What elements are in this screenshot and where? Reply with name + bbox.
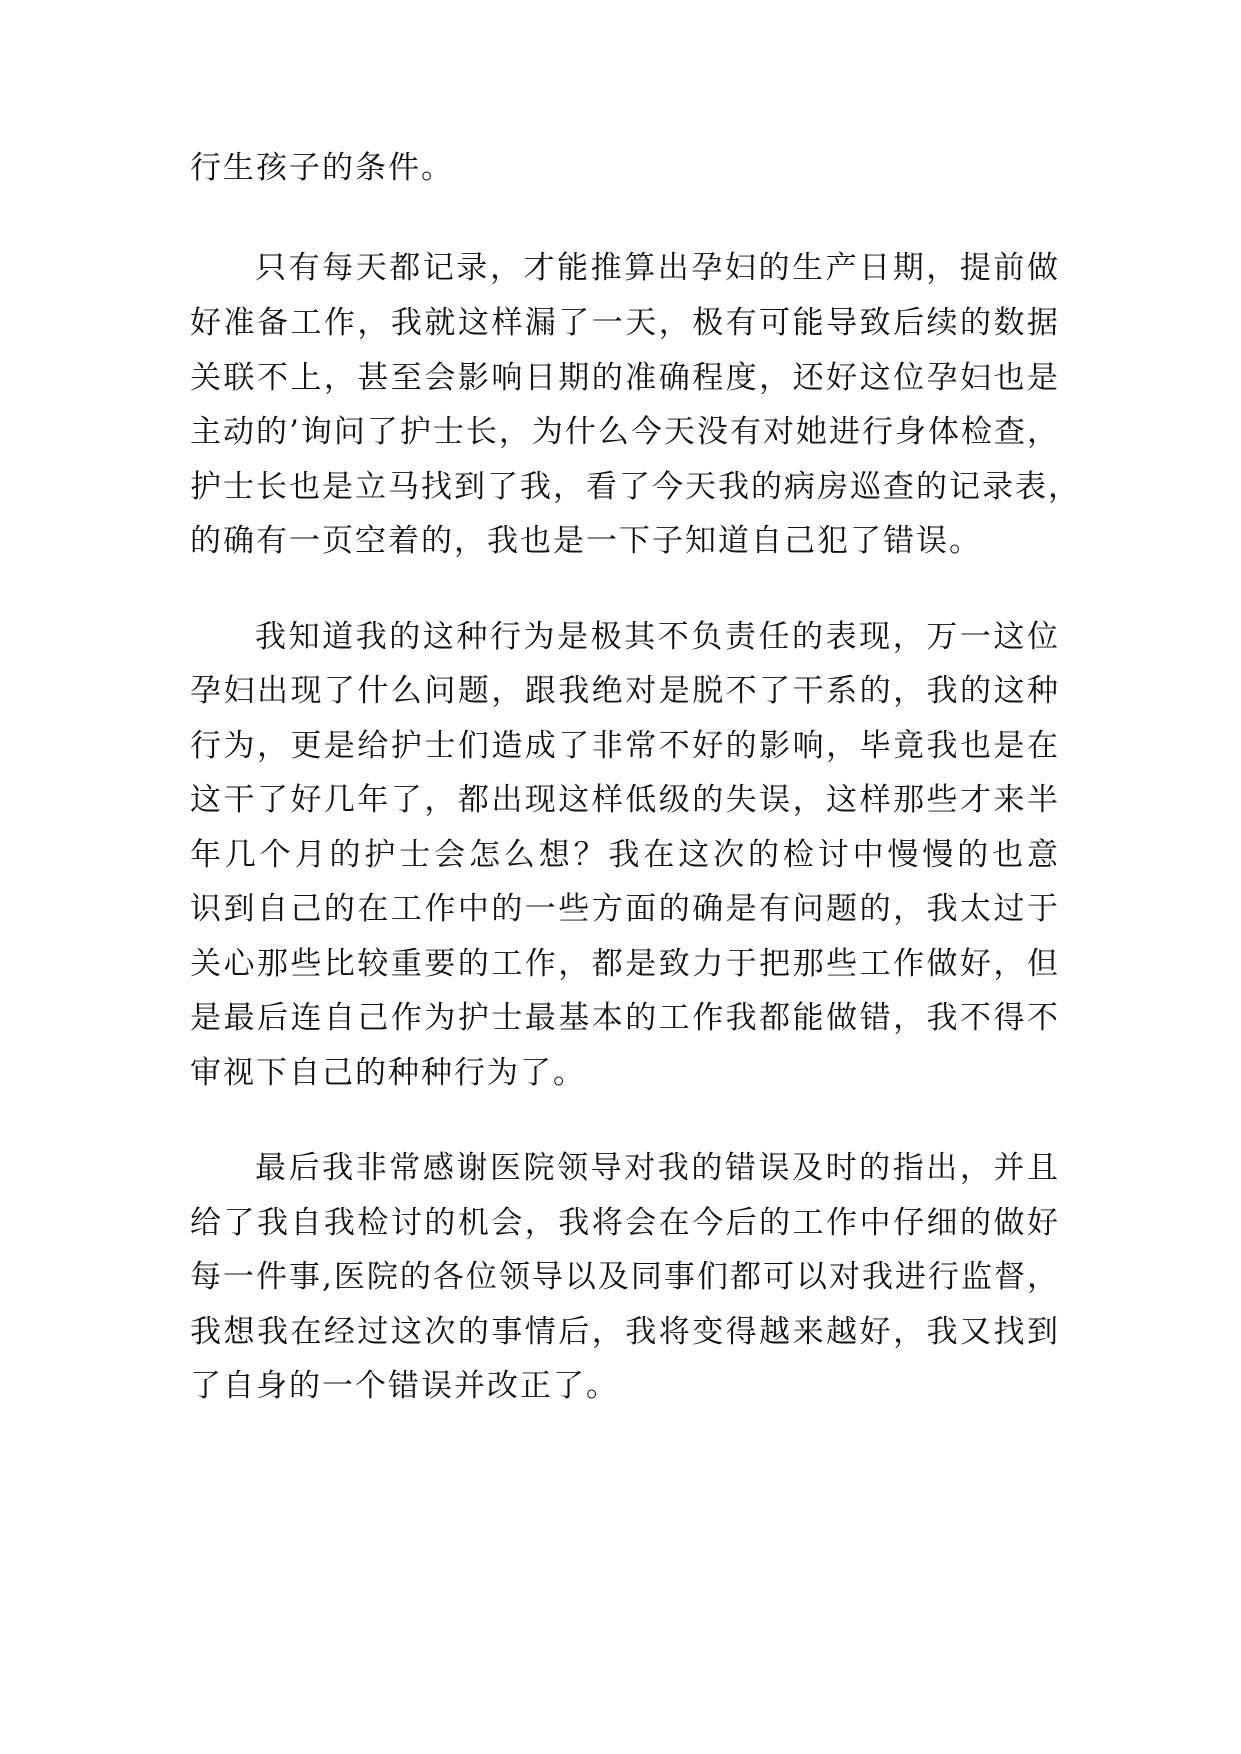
text-line: 好准备工作，我就这样漏了一天，极有可能导致后续的数据 [190,305,1060,341]
text-line: 只有每天都记录，才能推算出孕妇的生产日期，提前做 [255,250,1060,286]
text-line: 关心那些比较重要的工作，都是致力于把那些工作做好，但 [190,946,1060,982]
text-line: 年几个月的护士会怎么想？我在这次的检讨中慢慢的也意 [190,837,1060,873]
text-line: 行为，更是给护士们造成了非常不好的影响，毕竟我也是在 [190,728,1060,764]
text-line: 孕妇出现了什么问题，跟我绝对是脱不了干系的，我的这种 [190,673,1060,709]
text-line: 这干了好几年了，都出现这样低级的失误，这样那些才来半 [190,782,1060,818]
text-line: 给了我自我检讨的机会，我将会在今后的工作中仔细的做好 [190,1205,1060,1241]
text-line: 主动的’询问了护士长，为什么今天没有对她进行身体检查， [190,414,1060,450]
text-line: 是最后连自己作为护士最基本的工作我都能做错，我不得不 [190,1000,1060,1036]
text-line: 关联不上，甚至会影响日期的准确程度，还好这位孕妇也是 [190,360,1060,396]
text-line: 护士长也是立马找到了我，看了今天我的病房巡查的记录表， [190,469,1081,505]
text-line: 审视下自己的种种行为了。 [190,1055,586,1091]
text-line: 行生孩子的条件。 [190,150,454,186]
text-line: 识到自己的在工作中的一些方面的确是有问题的，我太过于 [190,891,1060,927]
text-line: 的确有一页空着的，我也是一下子知道自己犯了错误。 [190,523,982,559]
text-line: 我想我在经过这次的事情后，我将变得越来越好，我又找到 [190,1314,1060,1350]
text-line: 每一件事,医院的各位领导以及同事们都可以对我进行监督， [190,1259,1060,1295]
text-line: 了自身的一个错误并改正了。 [190,1368,619,1404]
text-line: 我知道我的这种行为是极其不负责任的表现，万一这位 [255,619,1060,655]
text-line: 最后我非常感谢医院领导对我的错误及时的指出，并且 [255,1150,1060,1186]
